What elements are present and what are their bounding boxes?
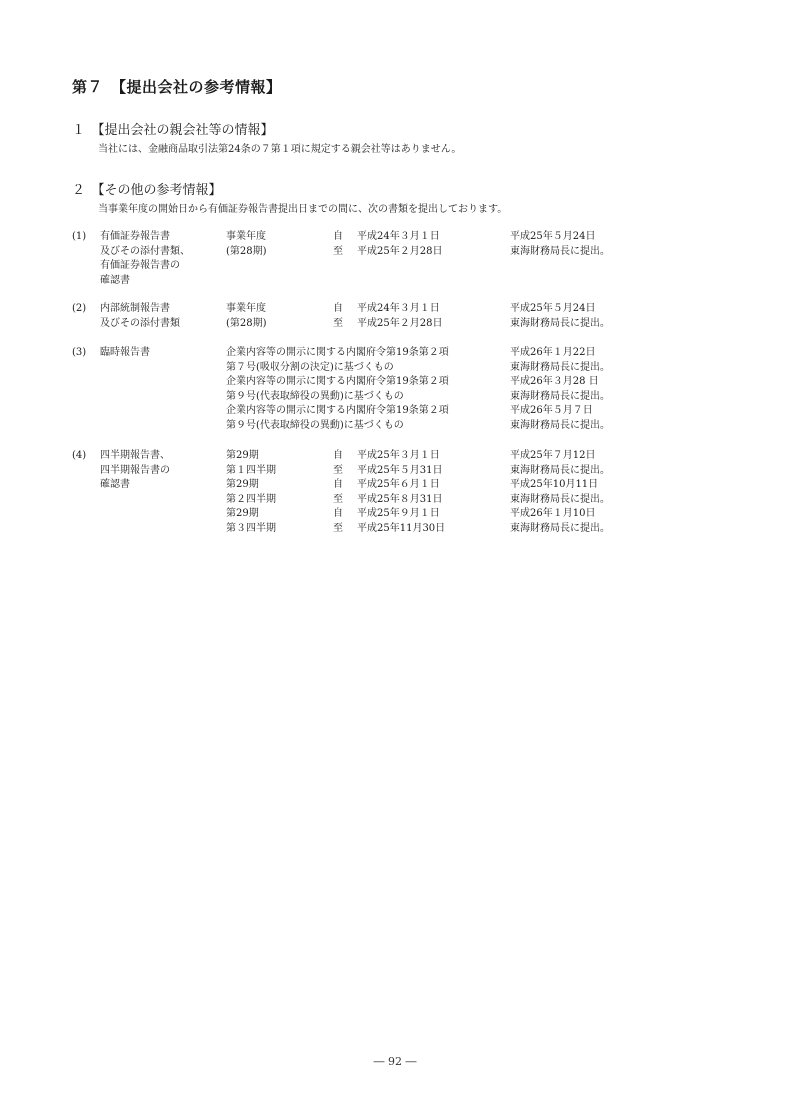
period-date: 平成25年８月31日 [357, 493, 443, 505]
filing-name [100, 449, 170, 493]
filing-name-line: 臨時報告書 [100, 347, 150, 358]
to-marker: 至 [333, 317, 343, 329]
submission-line: 平成25年５月24日 [510, 303, 596, 314]
period-date: 平成25年９月１日 [357, 508, 440, 519]
submission-line: 東海財務局長に提出。 [510, 390, 610, 402]
filing-desc [226, 302, 267, 331]
period-date: 平成25年11月30日 [357, 522, 446, 534]
filing-name-line: 内部統制報告書 [100, 303, 170, 314]
submission-line: 平成26年５月７日 [510, 405, 593, 416]
section2-heading: ２ 【その他の参考情報】 [72, 183, 222, 198]
filing-submission [510, 302, 610, 331]
submission-line: 東海財務局長に提出。 [510, 464, 610, 476]
filing-number: (3) [72, 347, 87, 358]
filing-period-marker [333, 230, 343, 259]
filing-name-line: 四半期報告書の [100, 464, 170, 476]
desc-line: 事業年度 [226, 231, 266, 242]
submission-line: 東海財務局長に提出。 [510, 493, 610, 505]
submission-line: 平成25年５月24日 [510, 231, 596, 242]
submission-line: 東海財務局長に提出。 [510, 317, 610, 329]
desc-line: 第29期 [226, 479, 259, 490]
to-marker: 至 [333, 493, 343, 505]
filing-submission [510, 230, 610, 259]
submission-line: 平成25年７月12日 [510, 450, 596, 461]
filing-submission [510, 346, 610, 433]
filing-name-line: 確認書 [100, 479, 130, 490]
section1-heading: １ 【提出会社の親会社等の情報】 [72, 123, 274, 138]
period-date: 平成25年３月１日 [357, 450, 440, 461]
filing-name [100, 230, 190, 288]
to-marker: 至 [333, 245, 343, 257]
filing-name-line: 有価証券報告書 [100, 231, 170, 242]
submission-line: 東海財務局長に提出。 [510, 419, 610, 431]
from-marker: 自 [333, 450, 343, 461]
from-marker: 自 [333, 479, 343, 490]
submission-line: 平成25年10月11日 [510, 479, 599, 490]
filing-name-line: 及びその添付書類、 [100, 245, 190, 257]
filing-name-line: 及びその添付書類 [100, 317, 180, 329]
desc-line: 第９号(代表取締役の異動)に基づくもの [226, 419, 404, 431]
period-date: 平成24年３月１日 [357, 231, 440, 242]
period-date: 平成25年２月28日 [357, 317, 443, 329]
desc-line: 第２四半期 [226, 493, 276, 505]
desc-line: 第１四半期 [226, 464, 276, 476]
filing-desc [226, 230, 267, 259]
desc-line: 第７号(吸収分割の決定)に基づくもの [226, 361, 394, 373]
filing-period-dates [357, 302, 442, 331]
filing-name-line: 確認書 [100, 274, 130, 286]
submission-line: 平成26年１月22日 [510, 347, 596, 358]
filing-name-line: 有価証券報告書の [100, 260, 180, 271]
filing-period-marker [333, 302, 343, 331]
desc-line: 企業内容等の開示に関する内閣府令第19条第２項 [226, 405, 449, 416]
filing-period-marker [333, 449, 343, 536]
from-marker: 自 [333, 231, 343, 242]
filing-period-dates [357, 230, 442, 259]
desc-line: 第29期 [226, 508, 259, 519]
filing-name-line: 四半期報告書、 [100, 450, 170, 461]
period-date: 平成25年２月28日 [357, 245, 443, 257]
section1-text: 当社には、金融商品取引法第24条の７第１項に規定する親会社等はありません。 [98, 144, 462, 155]
from-marker: 自 [333, 508, 343, 519]
desc-line: (第28期) [226, 317, 267, 329]
desc-line: 第９号(代表取締役の異動)に基づくもの [226, 390, 404, 402]
filing-number: (1) [72, 231, 87, 242]
filing-desc [226, 449, 276, 536]
section2-text: 当事業年度の開始日から有価証券報告書提出日までの間に、次の書類を提出しております。 [98, 204, 508, 215]
submission-line: 東海財務局長に提出。 [510, 361, 610, 373]
to-marker: 至 [333, 464, 343, 476]
filing-number: (2) [72, 303, 87, 314]
submission-line: 平成26年１月10日 [510, 508, 596, 519]
filing-desc [226, 346, 449, 433]
filing-number: (4) [72, 450, 87, 461]
desc-line: 企業内容等の開示に関する内閣府令第19条第２項 [226, 347, 449, 358]
period-date: 平成24年３月１日 [357, 303, 440, 314]
desc-line: 第３四半期 [226, 522, 276, 534]
page-number: ― 92 ― [373, 1055, 417, 1068]
filing-period-dates [357, 449, 445, 536]
filing-name [100, 302, 180, 331]
filing-submission [510, 449, 610, 536]
desc-line: 第29期 [226, 450, 259, 461]
period-date: 平成25年６月１日 [357, 479, 440, 490]
submission-line: 平成26年３月28 日 [510, 376, 599, 387]
desc-line: (第28期) [226, 245, 267, 257]
submission-line: 東海財務局長に提出。 [510, 245, 610, 257]
from-marker: 自 [333, 303, 343, 314]
desc-line: 事業年度 [226, 303, 266, 314]
filing-name [100, 346, 150, 361]
page-title: 第７ 【提出会社の参考情報】 [72, 78, 282, 96]
submission-line: 東海財務局長に提出。 [510, 522, 610, 534]
to-marker: 至 [333, 522, 343, 534]
desc-line: 企業内容等の開示に関する内閣府令第19条第２項 [226, 376, 449, 387]
period-date: 平成25年５月31日 [357, 464, 443, 476]
